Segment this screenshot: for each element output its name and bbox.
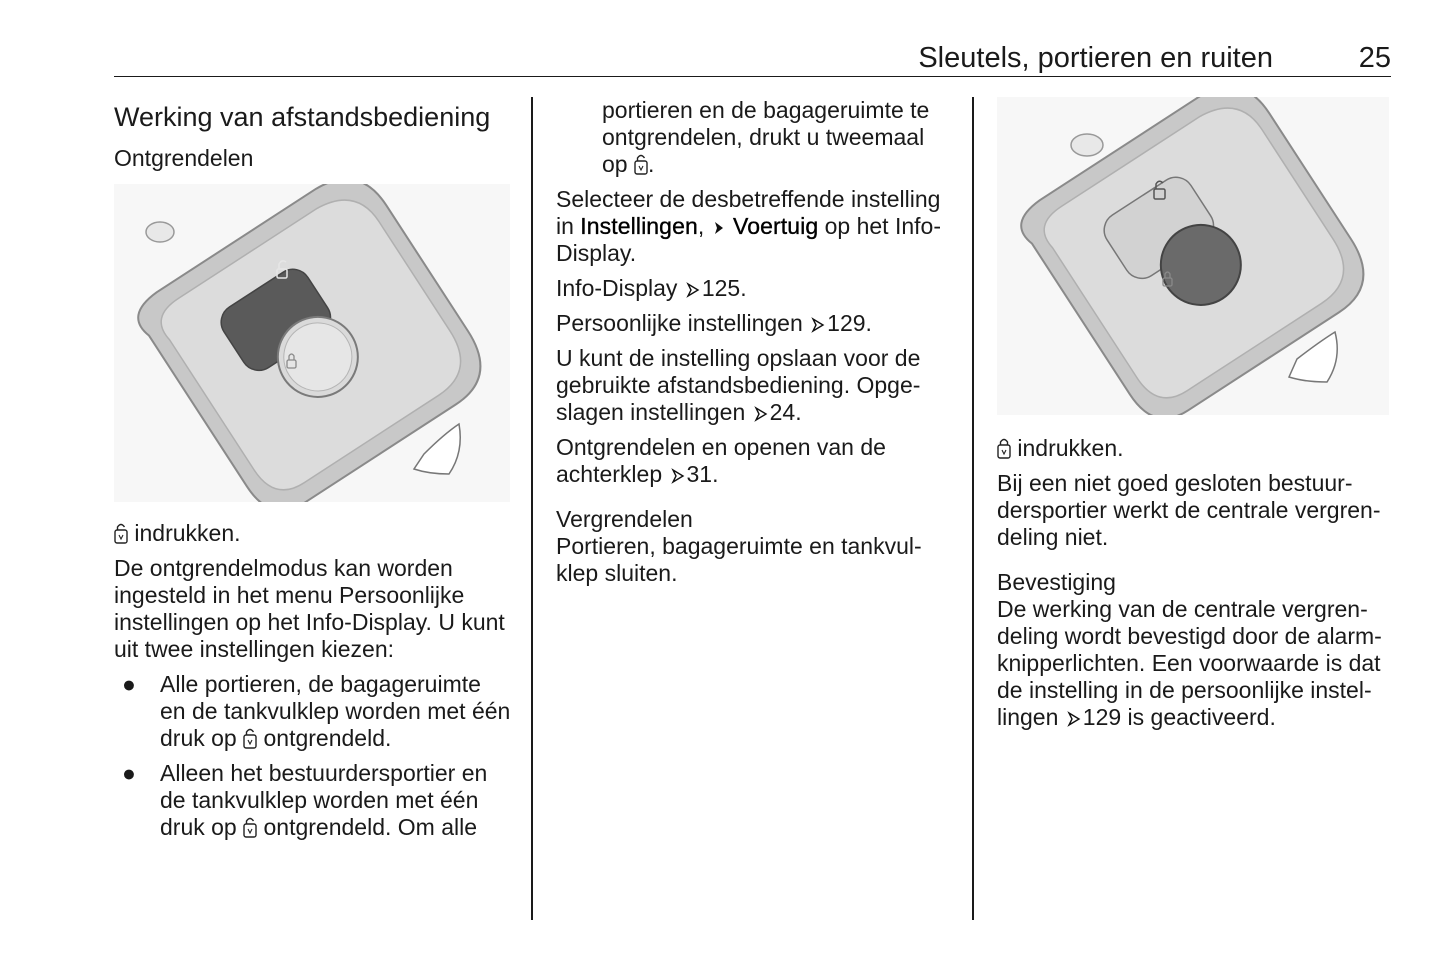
confirmation-text: De werking van de centrale vergrendeling wordt bevestigd door de alarmknipperlichten. Een voorwaarde is dat de instelling in de persoonlijke instellingen bbox=[997, 596, 1382, 730]
tailgate-paragraph bbox=[556, 434, 951, 488]
menu-arrow-icon bbox=[713, 220, 725, 236]
column-divider-2 bbox=[972, 97, 974, 920]
continuation-text: portieren en de bagageruimte te ontgrendelen, drukt u tweemaal op bbox=[602, 97, 930, 177]
list-item-text-end: ontgrendeld. Om alle bbox=[263, 814, 478, 840]
press-unlock-text bbox=[114, 520, 512, 547]
save-text: U kunt de instelling opslaan voor de gebruikte afstandsbediening. Opgeslagen instellingen bbox=[556, 345, 921, 425]
tailgate-text: Ontgrendelen en openen van de achterklep bbox=[556, 434, 886, 487]
select-setting-paragraph bbox=[556, 186, 951, 267]
lock-paragraph: Portieren, bagageruimte en tankvulklep sluiten. bbox=[556, 533, 922, 586]
page-number: 25 bbox=[1358, 42, 1391, 74]
key-fob-unlock-icon bbox=[114, 184, 510, 502]
menu-instellingen: Instellingen bbox=[580, 213, 698, 239]
press-label: indrukken. bbox=[1017, 435, 1124, 461]
lock-button-icon bbox=[997, 437, 1011, 459]
list-item-text: Alle portieren, de bagageruimte en de tankvulklep worden met één druk op bbox=[160, 671, 511, 751]
subsection-heading-lock: Vergrendelen bbox=[556, 506, 693, 532]
select-text-end: op het Info-Display. bbox=[556, 213, 941, 266]
section-heading: Werking van afstandsbediening bbox=[114, 102, 491, 132]
confirmation-paragraph bbox=[997, 596, 1392, 731]
unlock-button-icon bbox=[243, 816, 257, 838]
select-separator: , bbox=[697, 213, 705, 239]
subsection-heading-confirmation: Bevestiging bbox=[997, 569, 1116, 595]
remote-key-unlock-figure bbox=[114, 184, 510, 502]
continued-list-text bbox=[556, 97, 951, 178]
subsection-heading-unlock: Ontgrendelen bbox=[114, 145, 254, 171]
unlock-options-list bbox=[114, 671, 512, 841]
bullet-icon: ● bbox=[122, 671, 136, 697]
reference-page: 31. bbox=[686, 461, 719, 487]
remote-key-lock-figure bbox=[997, 97, 1389, 415]
reference-text: Info-Display bbox=[556, 275, 678, 301]
reference-page: 125. bbox=[701, 275, 747, 301]
confirmation-end: is geactiveerd. bbox=[1127, 704, 1276, 730]
list-item-text-end: ontgrendeld. bbox=[263, 725, 392, 751]
reference-page: 24. bbox=[769, 399, 802, 425]
select-text-start: Selecteer de desbetreffende instelling in bbox=[556, 186, 941, 239]
chapter-title: Sleutels, portieren en ruiten bbox=[918, 42, 1273, 74]
page-reference-icon bbox=[811, 317, 825, 333]
driver-door-paragraph: Bij een niet goed gesloten bestuurdersportier werkt de centrale vergrendeling niet. bbox=[997, 470, 1381, 550]
list-item bbox=[114, 760, 512, 841]
menu-voertuig: Voertuig bbox=[733, 213, 819, 239]
unlock-button-icon bbox=[114, 522, 128, 544]
page-reference-icon bbox=[754, 406, 768, 422]
reference-info-display bbox=[556, 275, 951, 302]
bullet-icon: ● bbox=[122, 760, 136, 786]
press-lock-text bbox=[997, 435, 1392, 462]
unlock-button-icon bbox=[634, 153, 648, 175]
column-3 bbox=[997, 97, 1392, 739]
page-reference-icon bbox=[1067, 711, 1081, 727]
reference-page: 129. bbox=[827, 310, 872, 336]
reference-page: 129 bbox=[1082, 704, 1122, 730]
reference-text: Persoonlijke instellingen bbox=[556, 310, 803, 336]
continuation-end: . bbox=[647, 151, 655, 177]
page-header bbox=[114, 40, 1391, 77]
key-fob-lock-icon bbox=[997, 97, 1389, 415]
column-1 bbox=[114, 96, 512, 849]
column-divider-1 bbox=[531, 97, 533, 920]
save-settings-paragraph bbox=[556, 345, 951, 426]
page-reference-icon bbox=[686, 282, 700, 298]
unlock-mode-paragraph: De ontgrendelmodus kan worden ingesteld in het menu Persoonlijke instellingen op het Info-Display. U kunt uit twee instellingen kiezen: bbox=[114, 555, 505, 662]
column-2 bbox=[556, 97, 951, 595]
list-item bbox=[114, 671, 512, 752]
unlock-button-icon bbox=[243, 727, 257, 749]
press-label: indrukken. bbox=[134, 520, 241, 546]
reference-personal-settings bbox=[556, 310, 951, 337]
list-item-text: Alleen het bestuurdersportier en de tankvulklep worden met één druk op bbox=[160, 760, 488, 840]
page-reference-icon bbox=[671, 468, 685, 484]
